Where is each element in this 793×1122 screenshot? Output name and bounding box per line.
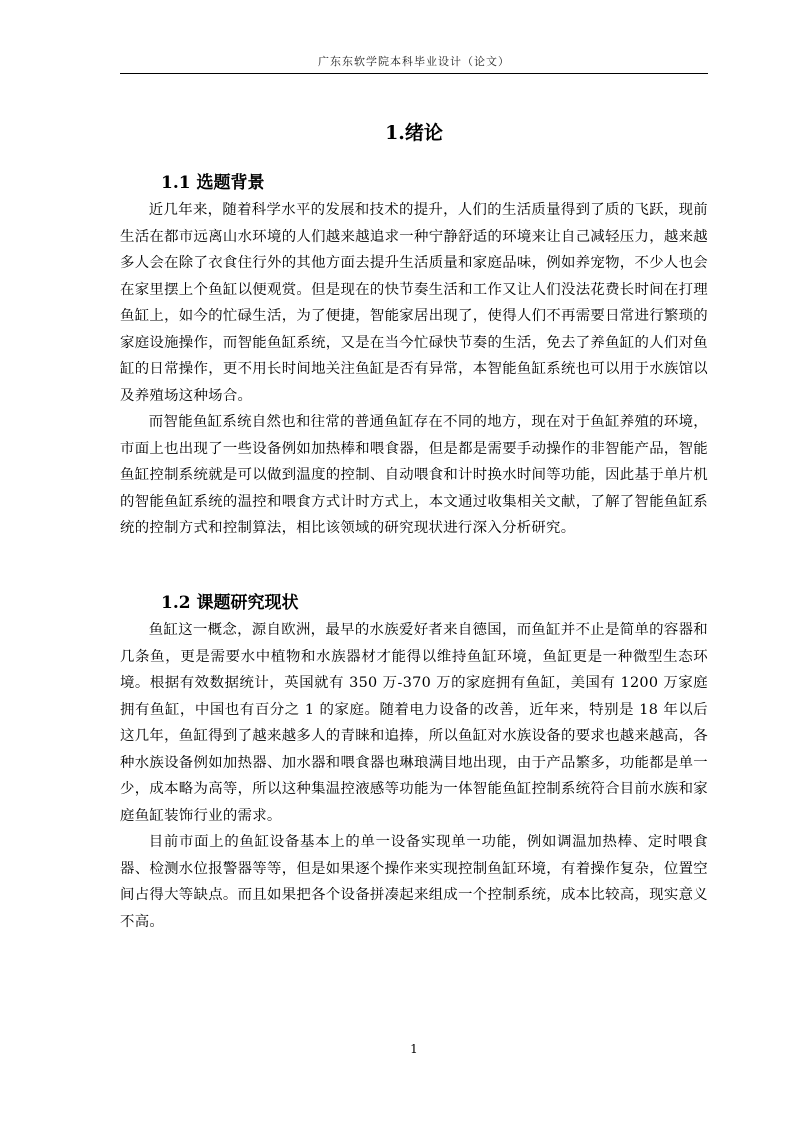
paragraph: 鱼缸这一概念，源自欧洲，最早的水族爱好者来自德国，而鱼缸并不止是简单的容器和几条鱼，更是需要水中植物和水族器材才能得以维持鱼缸环境，鱼缸更是一种微型生态环境。根据有效数据统计，英国就有 350 万-370 万的家庭拥有鱼缸，美国有 1200 万家庭拥有鱼缸，中国也有百分之 1 的家庭。随着电力设备的改善，近年来，特别是 18 年以后这几年，鱼缸得到了越来越多人的青睐和追捧，所以鱼缸对水族设备的要求也越来越高，各种水族设备例如加热器、加水器和喂食器也琳琅满目地出现，由于产品繁多，功能都是单一少，成本略为高等，所以这种集温控液感等功能为一体智能鱼缸控制系统符合目前水族和家庭鱼缸装饰行业的需求。 (120, 622, 708, 824)
section-body-background (120, 197, 708, 542)
page-number: 1 (410, 1042, 418, 1056)
header-rule (120, 73, 708, 74)
paragraph: 目前市面上的鱼缸设备基本上的单一设备实现单一功能，例如调温加热棒、定时喂食器、检测水位报警器等等，但是如果逐个操作来实现控制鱼缸环境，有着操作复杂，位置空间占得大等缺点。而且如果把各个设备拼凑起来组成一个控制系统，成本比较高，现实意义不高。 (120, 834, 708, 930)
running-header: 广东东软学院本科毕业设计（论文） (318, 55, 510, 68)
paragraph: 而智能鱼缸系统自然也和往常的普通鱼缸存在不同的地方，现在对于鱼缸养殖的环境，市面上也出现了一些设备例如加热棒和喂食器，但是都是需要手动操作的非智能产品，智能鱼缸控制系统就是可以做到温度的控制、自动喂食和计时换水时间等功能，因此基于单片机的智能鱼缸系统的温控和喂食方式计时方式上，本文通过收集相关文献，了解了智能鱼缸系统的控制方式和控制算法，相比该领域的研究现状进行深入分析研究。 (120, 414, 708, 536)
paragraph: 近几年来，随着科学水平的发展和技术的提升，人们的生活质量得到了质的飞跃，现前生活在都市远离山水环境的人们越来越追求一种宁静舒适的环境来让自己减轻压力，越来越多人会在除了衣食住行外的其他方面去提升生活质量和家庭品味，例如养宠物，不少人也会在家里摆上个鱼缸以便观赏。但是现在的快节奏生活和工作又让人们没法花费长时间在打理鱼缸上，如今的忙碌生活，为了便捷，智能家居出现了，使得人们不再需要日常进行繁琐的家庭设施操作，而智能鱼缸系统，又是在当今忙碌快节奏的生活，免去了养鱼缸的人们对鱼缸的日常操作，更不用长时间地关注鱼缸是否有异常，本智能鱼缸系统也可以用于水族馆以及养殖场这种场合。 (120, 202, 708, 404)
section-title-research-status: 1.2 课题研究现状 (161, 593, 299, 613)
section-body-research-status (120, 617, 708, 935)
section-title-background: 1.1 选题背景 (161, 173, 265, 193)
chapter-title: 1.绪论 (385, 122, 443, 144)
